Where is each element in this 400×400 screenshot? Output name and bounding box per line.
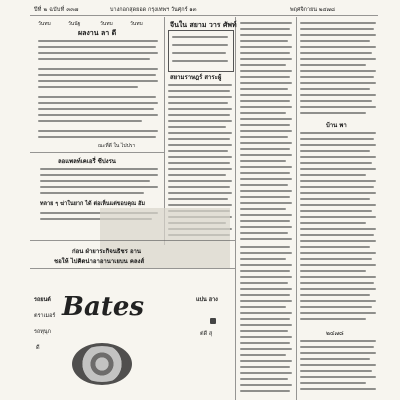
text-line [240,22,292,24]
text-line [38,46,156,48]
text-line [172,36,228,38]
text-line [240,130,292,132]
text-line [300,318,366,320]
text-line [38,96,156,98]
text-line [168,174,226,176]
text-line [300,288,376,290]
text-line [240,58,292,60]
text-line [240,172,290,174]
left-header-3: วันทบ [100,21,113,27]
text-line [300,364,376,366]
text-line [300,306,372,308]
text-line [240,70,292,72]
text-line [168,120,232,122]
column-rule-3 [296,17,297,400]
text-line [172,44,228,46]
text-line [240,246,290,248]
text-line [300,216,376,218]
text-line [240,52,290,54]
text-line [300,210,372,212]
text-line [300,246,370,248]
text-line [168,138,230,140]
text-line [300,168,376,170]
text-line [300,138,374,140]
text-line [300,382,366,384]
text-line [300,94,376,96]
text-line [240,378,288,380]
text-line [300,252,376,254]
masthead-right: พฤศจิกายน ๒๔๗๘ [290,7,335,13]
text-line [300,82,376,84]
ad-headline: ลอแพลท์เคเอรี่ ซีปงรน [58,158,116,165]
text-line [168,114,230,116]
text-line [240,318,290,320]
text-line [240,282,288,284]
text-line [240,202,292,204]
text-line [168,198,228,200]
text-line [300,112,366,114]
text-line [168,180,232,182]
text-line [38,86,138,88]
text-line [300,88,370,90]
masthead-left: ปีที่ ๒ ฉบับที่ ๓๓๗ [34,7,79,13]
text-line [168,84,232,86]
text-line [38,120,142,122]
text-line [300,358,370,360]
text-line [240,226,292,228]
text-line [38,114,158,116]
text-line [240,190,292,192]
ad-subhead: ทลาย ๆ ฆ่าในยาก ได้ ต่อเห็นแต่ขอบคุณ ฮัม [40,201,146,207]
text-line [240,214,292,216]
text-line [300,180,376,182]
text-line [172,60,228,62]
text-line [240,88,288,90]
text-line [240,360,292,362]
text-line [240,184,288,186]
ad-banner-1: ก่อน ฝ่ายาระกิจนธิชร อาน [72,248,142,255]
text-line [240,76,290,78]
text-line [300,34,376,36]
text-line [300,340,376,342]
ad-side-left-1: รถยนต์ [34,297,51,303]
ad-side-left-2: ตราเมอร์ [34,313,56,319]
text-line [300,76,374,78]
text-line [240,258,286,260]
text-line [40,186,158,188]
text-line [38,108,154,110]
left-footer-line: ณะที่ดี ใน ไปปรา [98,143,136,149]
right-section-title: บ้าน พา [326,122,347,129]
text-line [240,300,292,302]
text-line [240,294,290,296]
tyre-illustration [72,343,132,385]
text-line [240,118,292,120]
text-line [300,228,376,230]
text-line [240,40,288,42]
text-line [240,112,286,114]
text-line [40,180,150,182]
text-line [300,156,376,158]
right-date: ๒๔๗๘ [326,330,344,337]
text-line [300,150,370,152]
text-line [240,390,290,392]
text-line [168,108,232,110]
text-line [240,106,292,108]
text-line [240,312,292,314]
text-line [38,136,156,138]
text-line [300,270,366,272]
text-line [38,74,156,76]
text-line [172,52,226,54]
left-header-4: วันทบ [130,21,143,27]
text-line [168,90,230,92]
text-line [300,58,376,60]
text-line [240,154,292,156]
text-line [300,40,370,42]
text-line [38,52,158,54]
text-line [240,160,286,162]
text-line [240,196,290,198]
text-line [300,100,372,102]
text-line [240,336,292,338]
text-line [168,102,228,104]
text-line [240,64,286,66]
center-subtitle: สยามราษฎร์ สาระผู้ [170,74,222,81]
text-line [300,258,372,260]
text-line [300,222,366,224]
text-line [38,102,158,104]
text-line [240,264,292,266]
text-line [240,324,292,326]
text-line [240,384,292,386]
text-line [40,174,158,176]
text-line [240,46,292,48]
text-line [300,22,376,24]
text-line [300,28,374,30]
text-line [240,330,288,332]
ad-rule [30,240,235,241]
text-line [300,144,376,146]
text-line [168,156,232,158]
text-line [240,166,292,168]
text-line [240,238,292,240]
text-line [240,252,292,254]
ad-side-right-2: ต่ดี สุ [200,331,213,337]
text-line [240,82,292,84]
left-header-2: วันนัฐ [68,21,81,27]
text-line [240,28,290,30]
text-line [300,64,366,66]
ad-side-left-3: รถทุนุก [34,329,51,335]
column-rule-2 [235,17,236,400]
text-line [240,142,292,144]
text-line [168,96,232,98]
text-line [168,150,228,152]
text-line [300,106,376,108]
text-line [240,276,292,278]
bates-logo: Bates [62,292,145,322]
text-line [300,294,370,296]
text-line [300,192,376,194]
text-line [300,376,376,378]
text-line [38,58,150,60]
left-box-title: ผลงาน ลา ดี [78,29,117,37]
text-line [40,168,158,170]
text-line [240,136,288,138]
text-line [240,366,290,368]
text-line [38,40,158,42]
text-line [240,148,290,150]
text-line [240,232,288,234]
text-line [168,162,230,164]
ad-banner-2: ชอให้ ไปคิดน่าอาอานาเยบน คลงส์ [54,258,145,265]
text-line [300,52,372,54]
text-line [168,204,232,206]
left-section-rule [30,152,164,153]
text-line [240,354,286,356]
ad-side-left-4: ดี [36,345,40,351]
text-line [300,312,376,314]
text-line [300,282,374,284]
text-line [300,70,376,72]
text-line [240,178,292,180]
text-line [168,132,232,134]
text-line [300,240,376,242]
text-line [300,346,374,348]
text-line [300,174,366,176]
text-line [240,372,292,374]
text-line [300,46,376,48]
ad-side-right-1: แปน ฮาง [196,297,218,303]
text-line [240,348,292,350]
left-header-1: วันทบ [38,21,51,27]
text-line [300,186,374,188]
text-line [240,288,292,290]
text-line [240,270,290,272]
center-title: จีนใน สยาม วาร ศัพท์ [170,21,237,29]
text-line [38,80,158,82]
text-line [240,94,292,96]
text-line [300,204,376,206]
text-line [240,100,290,102]
masthead-center: บางกอกสุดยอด กรุงเทพฯ วันศุกร์ ๑๓ [110,7,197,13]
text-line [240,220,290,222]
text-line [300,388,376,390]
text-line [240,34,292,36]
text-line [300,264,376,266]
text-line [300,132,376,134]
text-line [240,124,290,126]
text-line [300,162,372,164]
text-line [300,300,376,302]
text-line [168,192,232,194]
text-line [38,68,158,70]
text-line [300,276,376,278]
text-line [38,130,158,132]
text-line [40,192,144,194]
text-line [300,370,372,372]
text-line [168,186,230,188]
text-line [300,352,376,354]
ad-square-icon [210,318,216,324]
text-line [240,342,290,344]
text-line [240,306,286,308]
text-line [168,126,226,128]
text-line [240,208,286,210]
masthead-rule [30,15,378,16]
ad-rule-2 [30,268,235,269]
text-line [300,234,374,236]
text-line [300,198,370,200]
text-line [168,168,232,170]
text-line [168,144,232,146]
